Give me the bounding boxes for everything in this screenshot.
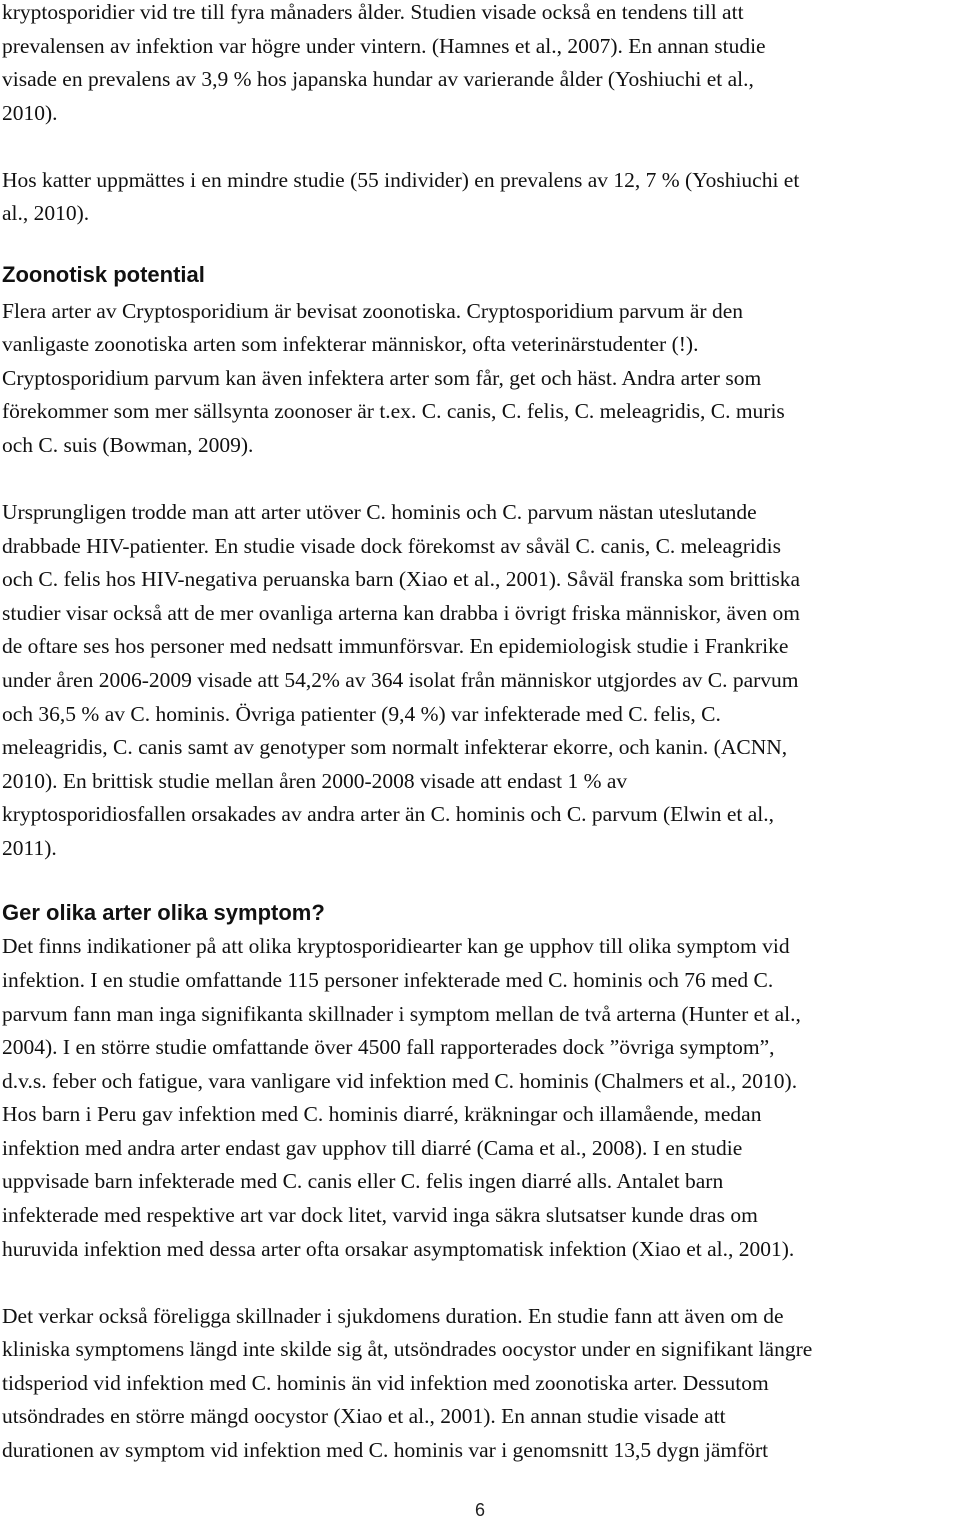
text-line: meleagridis, C. canis samt av genotyper som normalt infekterar ekorre, och kanin. (ACNN, (2, 735, 788, 759)
text-line: uppvisade barn infekterade med C. canis eller C. felis ingen diarré alls. Antalet barn (2, 1169, 724, 1193)
text-line: visade en prevalens av 3,9 % hos japanska hundar av varierande ålder (Yoshiuchi et al., (2, 67, 754, 91)
text-line: Hos barn i Peru gav infektion med C. hominis diarré, kräkningar och illamående, medan (2, 1102, 762, 1126)
text-line: prevalensen av infektion var högre under vintern. (Hamnes et al., 2007). En annan studie (2, 34, 766, 58)
text-line: utsöndrades en större mängd oocystor (Xiao et al., 2001). En annan studie visade att (2, 1404, 726, 1428)
text-line: Det finns indikationer på att olika kryptosporidiearter kan ge upphov till olika symptom vid (2, 934, 790, 958)
text-line: al., 2010). (2, 201, 90, 225)
text-line: d.v.s. feber och fatigue, vara vanligare vid infektion med C. hominis (Chalmers et al., 2010). (2, 1069, 798, 1093)
text-line: parvum fann man inga signifikanta skillnader i symptom mellan de två arterna (Hunter et al., (2, 1002, 801, 1026)
section-heading-zoonotisk-potential: Zoonotisk potential (2, 262, 205, 287)
text-line: kliniska symptomens längd inte skilde sig åt, utsöndrades oocystor under en signifikant längre (2, 1337, 813, 1361)
text-line: kryptosporidier vid tre till fyra månaders ålder. Studien visade också en tendens till att (2, 0, 744, 24)
text-line: och 36,5 % av C. hominis. Övriga patienter (9,4 %) var infekterade med C. felis, C. (2, 702, 721, 726)
text-line: 2010). (2, 101, 58, 125)
text-line: Det verkar också föreligga skillnader i sjukdomens duration. En studie fann att även om de (2, 1304, 784, 1328)
text-line: och C. felis hos HIV-negativa peruanska barn (Xiao et al., 2001). Såväl franska som brittiska (2, 567, 801, 591)
text-line: huruvida infektion med dessa arter ofta orsakar asymptomatisk infektion (Xiao et al., 2001). (2, 1237, 795, 1261)
text-line: Hos katter uppmättes i en mindre studie (55 individer) en prevalens av 12, 7 % (Yoshiuchi et (2, 168, 800, 192)
text-line: Cryptosporidium parvum kan även infektera arter som får, get och häst. Andra arter som (2, 366, 762, 390)
text-line: studier visar också att de mer ovanliga arterna kan drabba i övrigt friska människor, även om (2, 601, 800, 625)
text-line: och C. suis (Bowman, 2009). (2, 433, 254, 457)
text-line: 2010). En brittisk studie mellan åren 2000-2008 visade att endast 1 % av (2, 769, 628, 793)
text-line: under åren 2006-2009 visade att 54,2% av 364 isolat från människor utgjordes av C. parvum (2, 668, 799, 692)
text-line: Flera arter av Cryptosporidium är bevisat zoonotiska. Cryptosporidium parvum är den (2, 299, 743, 323)
text-line: Ursprungligen trodde man att arter utöver C. hominis och C. parvum nästan uteslutande (2, 500, 757, 524)
text-line: infekterade med respektive art var dock litet, varvid inga säkra slutsatser kunde dras om (2, 1203, 758, 1227)
text-line: 2004). I en större studie omfattande över 4500 fall rapporterades dock ”övriga symptom”, (2, 1035, 775, 1059)
text-line: infektion med andra arter endast gav upphov till diarré (Cama et al., 2008). I en studie (2, 1136, 743, 1160)
text-line: drabbade HIV-patienter. En studie visade dock förekomst av såväl C. canis, C. meleagridis (2, 534, 781, 558)
text-line: 2011). (2, 836, 57, 860)
text-line: kryptosporidiosfallen orsakades av andra arter än C. hominis och C. parvum (Elwin et al., (2, 802, 775, 826)
text-line: vanligaste zoonotiska arten som infekterar människor, ofta veterinärstudenter (!). (2, 332, 699, 356)
text-line: infektion. I en studie omfattande 115 personer infekterade med C. hominis och 76 med C. (2, 968, 774, 992)
page-number: 6 (474, 1500, 485, 1520)
text-line: förekommer som mer sällsynta zoonoser är t.ex. C. canis, C. felis, C. meleagridis, C. muris (2, 399, 785, 423)
section-heading-symptom: Ger olika arter olika symptom? (2, 900, 325, 925)
text-line: tidsperiod vid infektion med C. hominis än vid infektion med zoonotiska arter. Dessutom (2, 1371, 769, 1395)
text-line: de oftare ses hos personer med nedsatt immunförsvar. En epidemiologisk studie i Frankrike (2, 634, 789, 658)
text-line: durationen av symptom vid infektion med C. hominis var i genomsnitt 13,5 dygn jämfört (2, 1438, 769, 1462)
